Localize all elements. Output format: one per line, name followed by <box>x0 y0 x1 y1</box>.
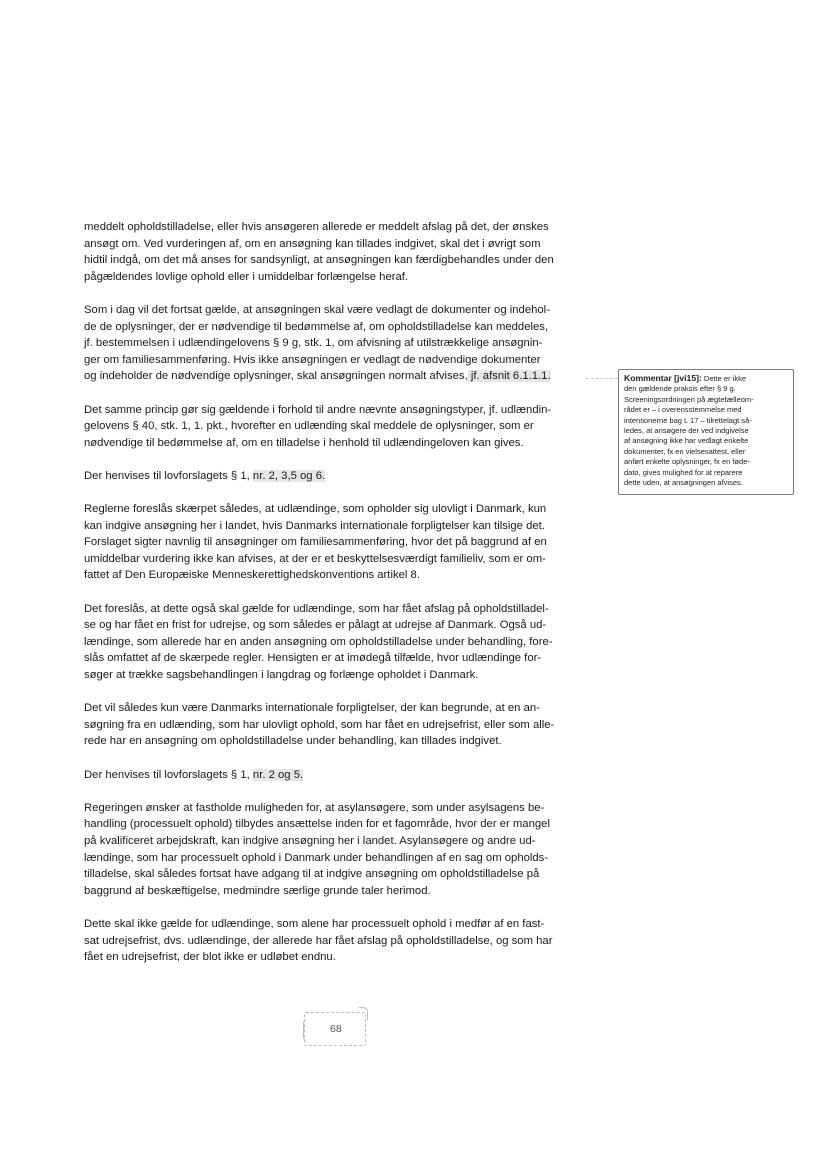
text-line <box>84 767 586 784</box>
text-line: Forslaget sigter navnlig til ansøgninger om familiesammenføring, hvor det på baggrund af en <box>84 536 547 549</box>
text-line: Reglerne foreslås skærpet således, at udlændinge, som opholder sig ulovligt i Danmark, kun <box>84 503 547 516</box>
text-line: søgning fra en udlænding, som har ulovligt ophold, som har fået en udrejsefrist, eller som alle- <box>84 718 555 731</box>
text-line: baggrund af beskæftigelse, medmindre særlige grunde taler herimod. <box>84 884 431 897</box>
paragraph <box>84 501 586 584</box>
paragraph <box>84 767 586 784</box>
text-line <box>84 368 586 385</box>
comment-text: dokumenter, fx en vielsesattest, eller <box>624 446 746 456</box>
page-curl-decoration <box>359 1007 368 1020</box>
text-line: sat udrejsefrist, dvs. udlændinge, der allerede har fået afslag på opholdstilladelse, og som har <box>84 934 553 947</box>
comment-text: dette uden, at ansøgningen afvises. <box>624 478 743 488</box>
comment-text: Screeningsordningen på ægtefælleom- <box>624 394 754 404</box>
text-fragment: og indeholder de nødvendige oplysninger, skal ansøgningen normalt afvises, <box>84 370 468 383</box>
text-line: Som i dag vil det fortsat gælde, at ansøgningen skal være vedlagt de dokumenter og indehol- <box>84 303 550 316</box>
paragraph <box>84 916 586 966</box>
text-line: lændinge, som har processuelt ophold i Danmark under behandlingen af en sag om opholds- <box>84 851 549 864</box>
text-fragment: Der henvises til lovforslagets § 1, <box>84 469 253 482</box>
reference-highlight: nr. 2 og 5. <box>252 768 304 781</box>
text-line: de de oplysninger, der er nødvendige til bedømmelse af, om opholdstilladelse kan meddeles, <box>84 320 549 333</box>
text-line: nødvendige til bedømmelse af, om en tilladelse i henhold til udlændingeloven kan gives. <box>84 436 524 449</box>
comment-text: rådet er – i overensstemmelse med <box>624 405 742 415</box>
text-line: Det vil således kun være Danmarks internationale forpligtelser, der kan begrunde, at en an- <box>84 702 540 715</box>
text-line: slås omfattet af de skærpede regler. Hensigten er at imødegå tilfælde, hvor udlændinge for- <box>84 652 542 665</box>
text-line: se og har fået en frist for udrejse, og som således er pålagt at udrejse af Danmark. Også ud- <box>84 619 547 632</box>
text-line: Det foreslås, at dette også skal gælde for udlændinge, som har fået afslag på opholdstilladel- <box>84 602 549 615</box>
comment-balloon[interactable] <box>618 369 794 495</box>
comment-connector-line <box>586 378 618 379</box>
comment-anchor-highlight[interactable]: jf. afsnit 6.1.1.1. <box>467 370 551 383</box>
body-text <box>84 219 586 982</box>
text-line <box>84 468 586 485</box>
text-line: umiddelbar vurdering ikke kan afvises, at der er et beskyttelsesværdigt familieliv, som er om- <box>84 552 546 565</box>
page-number: 68 <box>330 1023 342 1035</box>
paragraph <box>84 700 586 750</box>
page-number-box <box>304 1012 366 1046</box>
text-line: handling (processuelt ophold) tilbydes ansættelse inden for et fagområde, hvor der er mangel <box>84 818 550 831</box>
comment-text: intentionerne bag L 17 – tilrettelagt så- <box>624 415 752 425</box>
text-fragment: Der henvises til lovforslagets § 1, <box>84 768 253 781</box>
text-line: fået en udrejsefrist, der blot ikke er udløbet endnu. <box>84 951 336 964</box>
paragraph <box>84 800 586 900</box>
text-line: gelovens § 40, stk. 1, 1. pkt., hvorefter en udlænding skal meddele de oplysninger, som er <box>84 420 534 433</box>
text-line: ansøgt om. Ved vurderingen af, om en ansøgning kan tillades indgivet, skal det i øvrigt som <box>84 237 541 250</box>
text-line: jf. bestemmelsen i udlændingelovens § 9 g, stk. 1, om afvisning af utilstrækkelige ansøgnin- <box>84 337 543 350</box>
text-line: pågældendes lovlige ophold eller i umiddelbar forlængelse heraf. <box>84 270 409 283</box>
paragraph <box>84 302 586 385</box>
reference-highlight: nr. 2, 3,5 og 6. <box>252 469 326 482</box>
comment-text: den gældende praksis efter § 9 g. <box>624 384 736 394</box>
comment-text: af ansøgning ikke har vedlagt enkelte <box>624 436 749 446</box>
paragraph <box>84 219 586 285</box>
paragraph <box>84 601 586 684</box>
text-line: Regeringen ønsker at fastholde muligheden for, at asylansøgere, som under asylsagens be- <box>84 801 545 814</box>
comment-first-line <box>624 373 789 384</box>
text-line: rede har en ansøgning om opholdstilladelse under behandling, kan tillades indgivet. <box>84 735 502 748</box>
text-line: på kvalificeret arbejdskraft, kan indgive ansøgning her i landet. Asylansøgere og andre ud- <box>84 834 536 847</box>
paragraph <box>84 402 586 452</box>
comment-text: Dette er ikke <box>701 374 747 383</box>
page-curl-decoration <box>303 1018 312 1042</box>
text-line: kan indgive ansøgning her i landet, hvis Danmarks internationale forpligtelser kan tilsige det. <box>84 519 545 532</box>
text-line: søger at trække sagsbehandlingen i langdrag og forlænge opholdet i Danmark. <box>84 669 479 682</box>
comment-text: anført enkelte oplysninger, fx en føde- <box>624 457 750 467</box>
text-line: Dette skal ikke gælde for udlændinge, som alene har processuelt ophold i medfør af en fast- <box>84 917 545 930</box>
text-line: lændinge, som allerede har en anden ansøgning om opholdstilladelse under behandling, fore- <box>84 635 553 648</box>
comment-text: dato, gives mulighed for at reparere <box>624 467 743 477</box>
text-line: tilladelse, skal således fortsat have adgang til at indgive ansøgning om opholdstilladelse på <box>84 868 540 881</box>
comment-text: ledes, at ansøgere der ved indgivelse <box>624 426 749 436</box>
text-line: meddelt opholdstilladelse, eller hvis ansøgeren allerede er meddelt afslag på det, der ønskes <box>84 221 549 233</box>
text-line: Det samme princip gør sig gældende i forhold til andre nævnte ansøgningstyper, jf. udlændin- <box>84 403 552 416</box>
text-line: hidtil indgå, om det må anses for sandsynligt, at ansøgningen kan færdigbehandles under den <box>84 254 554 267</box>
comment-author-label: Kommentar [jvi15]: <box>624 373 702 383</box>
text-line: fattet af Den Europæiske Menneskerettighedskonventions artikel 8. <box>84 569 420 582</box>
paragraph <box>84 468 586 485</box>
text-line: ger om familiesammenføring. Hvis ikke ansøgningen er vedlagt de nødvendige dokumenter <box>84 353 541 366</box>
